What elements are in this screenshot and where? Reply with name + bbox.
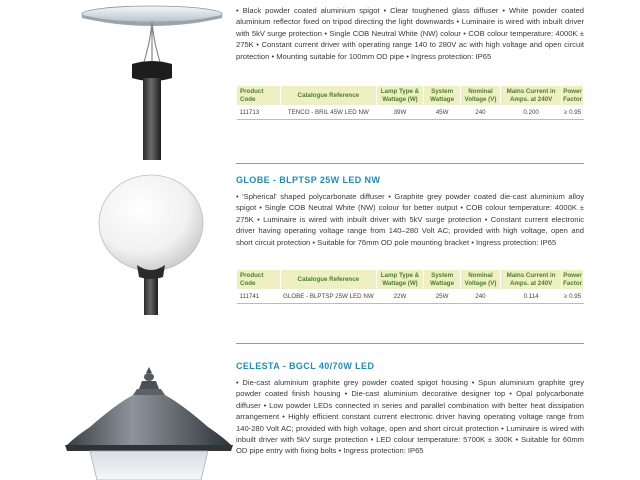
cell-lamp-wattage: 22W: [376, 290, 424, 304]
header-nominal-voltage: Nominal Voltage (V): [460, 270, 500, 290]
product-spec-table: [236, 269, 584, 304]
header-nominal-voltage: Nominal Voltage (V): [460, 86, 500, 106]
table-header-row: [237, 270, 584, 290]
header-mains-current: Mains Current in Amps. at 240V: [501, 86, 562, 106]
cell-power-factor: ≥ 0.95: [562, 106, 584, 120]
cell-nominal-voltage: 240: [460, 290, 500, 304]
section-divider: [236, 163, 584, 164]
header-power-factor: Power Factor: [562, 270, 584, 290]
header-product-code: Product Code: [237, 86, 281, 106]
tenco-luminaire-image: [40, 0, 230, 160]
table-row: [237, 290, 584, 304]
product-title: CELESTA - BGCL 40/70W LED: [236, 361, 375, 371]
header-mains-current: Mains Current in Amps. at 240V: [501, 270, 562, 290]
product-description: • 'Spherical' shaped polycarbonate diffuser • Graphite grey powder coated die-cast aluminium alloy spigot • Single COB Neutral White (NW) colour for better output • COB colour temperature: 4000K ± 275K • Luminaire is wired with inbuilt driver with 5kV surge protection • Constant current electronic driver having operating voltage range from 140–280 Volt AC; provided with high voltage, open and short circuit protection • Suitable for 76mm OD pole mounting bracket • Ingress protection: IP65: [236, 192, 584, 247]
header-catalogue-reference: Catalogue Reference: [281, 270, 376, 290]
cell-lamp-wattage: 39W: [376, 106, 424, 120]
table-header-row: [237, 86, 584, 106]
header-lamp-type: Lamp Type & Wattage (W): [376, 86, 424, 106]
celesta-luminaire-image: [55, 365, 235, 480]
cell-power-factor: ≥ 0.95: [562, 290, 584, 304]
cell-catalogue-reference: TENCO - BRIL 45W LED NW: [281, 106, 376, 120]
header-product-code: Product Code: [237, 270, 281, 290]
section-divider: [236, 343, 584, 344]
cell-nominal-voltage: 240: [460, 106, 500, 120]
cell-mains-current: 0.114: [501, 290, 562, 304]
cell-product-code: 111741: [237, 290, 281, 304]
product-title: GLOBE - BLPTSP 25W LED NW: [236, 175, 381, 185]
cell-system-wattage: 25W: [424, 290, 460, 304]
cell-product-code: 111713: [237, 106, 281, 120]
globe-luminaire-image: [85, 165, 225, 315]
table-row: [237, 106, 584, 120]
header-lamp-type: Lamp Type & Wattage (W): [376, 270, 424, 290]
header-power-factor: Power Factor: [562, 86, 584, 106]
product-description: • Black powder coated aluminium spigot • Clear toughened glass diffuser • White powder coated aluminium reflector fixed on tripod directing the light downwards • Luminaire is wired with inbuilt driver with 5kV surge protection • Single COB Neutral White (NW) colour • COB colour temperature: 4000K ± 275K • Constant current driver with operating range 140 to 280V ac with high voltage and open circuit protection • Mounting suitable for 100mm OD pipe • Ingress protection: IP65: [236, 6, 584, 61]
header-system-wattage: System Wattage: [424, 86, 460, 106]
product-description: • Die-cast aluminium graphite grey powder coated spigot housing • Spun aluminium graphite grey powder coated finish housing • Die-cast aluminium decorative designer top • Opal polycarbonate diffuser • Low powder LEDs connected in series and parallel combination with better heat dissipation arrangement • Highly efficient constant current electronic driver having operating voltage range from 140-280 Volt AC; provided with high voltage, open and short circuit protection • Luminaire is wired with inbuilt driver with 5kV surge protection • LED colour temperature: 5700K ± 300K • Suitable for 60mm OD pipe entry with fixing bolts • Ingress protection: IP65: [236, 378, 584, 456]
cell-system-wattage: 45W: [424, 106, 460, 120]
cell-catalogue-reference: GLOBE - BLPTSP 25W LED NW: [281, 290, 376, 304]
header-system-wattage: System Wattage: [424, 270, 460, 290]
header-catalogue-reference: Catalogue Reference: [281, 86, 376, 106]
cell-mains-current: 0.200: [501, 106, 562, 120]
product-spec-table: [236, 85, 584, 120]
